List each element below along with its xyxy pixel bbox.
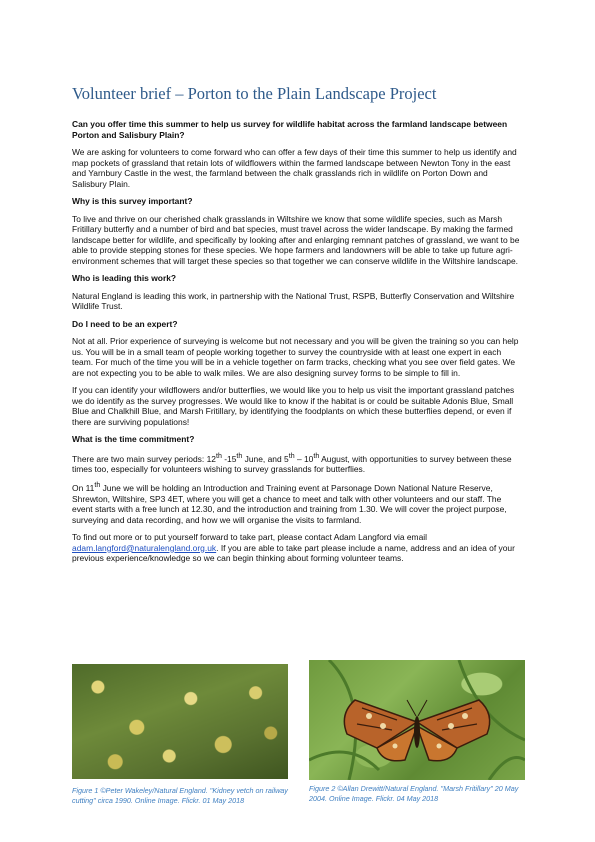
figure-1-caption: Figure 1 ©Peter Wakeley/Natural England. "Kidney vetch on railway cutting" circa 1990. Online Image. Flickr. 01 May 2018 [72,786,288,805]
intro-paragraph: We are asking for volunteers to come forward who can offer a few days of their time this summer to help us identify and map pockets of grassland that retain lots of wildflowers within the farmed landscape between Newton Tony in the east and Yarnbury Castle in the west, the farmland between the chalk grasslands rich in wildlife on Porton Down and Salisbury Plain. [72,147,517,189]
why-paragraph: To live and thrive on our cherished chalk grasslands in Wiltshire we know that some wildlife species, such as Marsh Fritillary butterfly and a number of bird and bat species, must travel across the wider landscape. By making the farmed landscape better for wildlife, and specifically by looking after and enlarging remnant patches of grassland, we want to be able to provide stepping stones for these species. We hope farmers and landowners will be able to take up future agri-environment schemes that will target these species so that together we can conserve wildlife in the Wiltshire landscape. [72,213,520,266]
intro-heading: Can you offer time this summer to help us survey for wildlife habitat across the farmland landscape between Porton and Salisbury Plain? [72,119,508,140]
page-title: Volunteer brief – Porton to the Plain Landscape Project [72,84,437,103]
kidney-vetch-photo [72,664,288,779]
expert-heading: Do I need to be an expert? [72,318,178,329]
butterfly-illustration [309,660,525,780]
expert-paragraph-1: Not at all. Prior experience of surveying is welcome but not necessary and you will be given the training so you can help us. You will be in a small team of people working together to survey the countryside with at least one expert in each team. For much of the time you will be in a vehicle together on farm tracks, checking what you see over field gates. We are not expecting you to be able to walk miles. We are also designing survey forms to be simple to fill in. [72,336,519,378]
document-body [72,119,524,571]
figure-2-caption: Figure 2 ©Allan Drewitt/Natural England. "Marsh Fritillary" 20 May 2004. Online Image. Flickr. 04 May 2018 [309,784,519,803]
who-paragraph: Natural England is leading this work, in partnership with the National Trust, RSPB, Butterfly Conservation and Wiltshire Wildlife Trust. [72,290,515,311]
event-paragraph: On 11th June we will be holding an Introduction and Training event at Parsonage Down National Nature Reserve, Shrewton, Wiltshire, SP3 4ET, where you will get a chance to meet and talk with other volunteers and our staff. The event starts with a free lunch at 12.30, and the introduction and training from 1.30. We will cover the project purpose, surveying and data recording, and how we will organise the visits to farmland. [72,482,507,525]
marsh-fritillary-photo [309,660,525,780]
time-heading: What is the time commitment? [72,434,195,444]
contact-email-link[interactable]: adam.langford@naturalengland.org.uk [72,542,217,553]
who-heading: Who is leading this work? [72,273,177,283]
contact-paragraph: To find out more or to put yourself forward to take part, please contact Adam Langford via email adam.langford@naturalengland.org.uk. If you are able to take part please include a name, address and an idea of your previous experience/knowledge so we can begin thinking about forming volunteer teams. [72,532,515,564]
why-heading: Why is this survey important? [72,196,193,206]
time-paragraph: There are two main survey periods: 12th -15th June, and 5th – 10th August, with opportunities to survey between these times too, especially for volunteers wishing to survey grasslands for butterflies. [72,452,512,474]
expert-paragraph-2: If you can identify your wildflowers and/or butterflies, we would like you to help us visit the important grassland patches we do identify as the survey progresses. We would like to know if the habitat is or could be suitable Adonis Blue, Small Blue and Chalkhill Blue, and Marsh Fritillary, by identifying the foodplants on which these butterflies depend, or even if there are surviving populations! [72,385,515,427]
